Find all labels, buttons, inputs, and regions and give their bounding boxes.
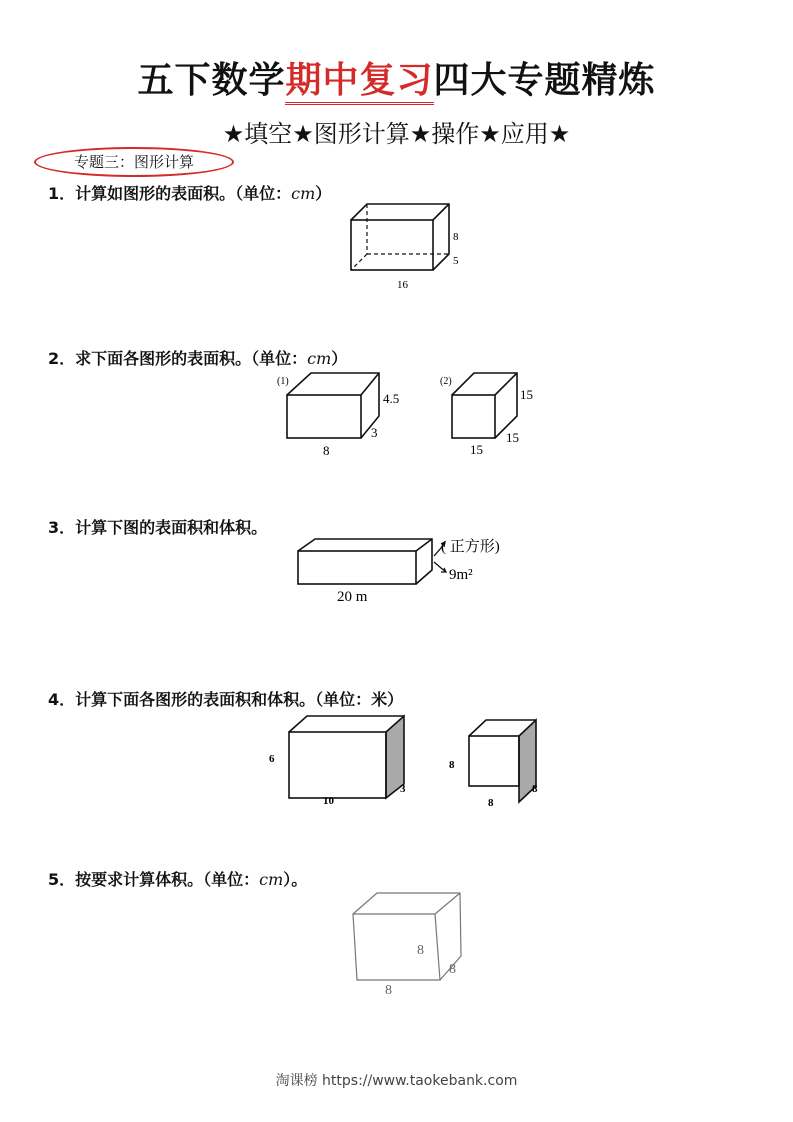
footer-watermark: 淘课榜 https://www.taokebank.com bbox=[275, 1073, 518, 1089]
page-title: 五下数学期中复习四大专题精炼 bbox=[0, 52, 793, 103]
figure-5-cube bbox=[345, 888, 475, 998]
question-1: 1．计算如图形的表面积。（单位：cm） bbox=[48, 184, 332, 203]
figure-2-1-cuboid bbox=[275, 370, 405, 460]
svg-text:( 正方形): ( 正方形) bbox=[441, 539, 500, 555]
question-2: 2．求下面各图形的表面积。（单位：cm） bbox=[48, 349, 348, 368]
svg-text:8: 8 bbox=[532, 783, 538, 795]
svg-text:(1): (1) bbox=[277, 376, 289, 387]
svg-text:9m²: 9m² bbox=[449, 567, 473, 583]
figure-3-prism bbox=[295, 534, 525, 606]
section-label: 专题三：图形计算 bbox=[34, 147, 234, 177]
question-5: 5．按要求计算体积。（单位：cm）。 bbox=[48, 870, 308, 889]
figure-1-cuboid bbox=[345, 198, 475, 293]
svg-text:4.5: 4.5 bbox=[383, 391, 400, 406]
svg-text:8: 8 bbox=[417, 943, 424, 958]
svg-text:8: 8 bbox=[453, 231, 459, 243]
figure-2-2-cube bbox=[438, 370, 548, 460]
svg-text:15: 15 bbox=[506, 430, 519, 445]
question-3: 3．计算下图的表面积和体积。 bbox=[48, 518, 268, 537]
svg-text:10: 10 bbox=[323, 795, 334, 807]
svg-text:20 m: 20 m bbox=[337, 589, 368, 605]
figure-4-1-cuboid bbox=[265, 712, 415, 812]
title-highlight: 期中复习 bbox=[285, 60, 433, 105]
svg-text:8: 8 bbox=[488, 797, 494, 809]
svg-text:8: 8 bbox=[449, 759, 455, 771]
svg-text:8: 8 bbox=[385, 983, 392, 998]
question-4: 4．计算下面各图形的表面积和体积。（单位：米） bbox=[48, 690, 404, 709]
svg-text:5: 5 bbox=[453, 255, 459, 267]
page-subtitle: ★填空★图形计算★操作★应用★ bbox=[222, 120, 571, 148]
svg-text:8: 8 bbox=[323, 443, 330, 458]
svg-text:15: 15 bbox=[520, 387, 533, 402]
svg-text:8: 8 bbox=[449, 962, 456, 977]
svg-text:15: 15 bbox=[470, 442, 483, 457]
figure-4-2-cube bbox=[445, 712, 555, 812]
svg-text:6: 6 bbox=[269, 753, 275, 765]
svg-text:3: 3 bbox=[400, 783, 406, 795]
svg-text:(2): (2) bbox=[440, 376, 452, 387]
svg-text:3: 3 bbox=[371, 425, 378, 440]
svg-text:16: 16 bbox=[397, 279, 408, 291]
